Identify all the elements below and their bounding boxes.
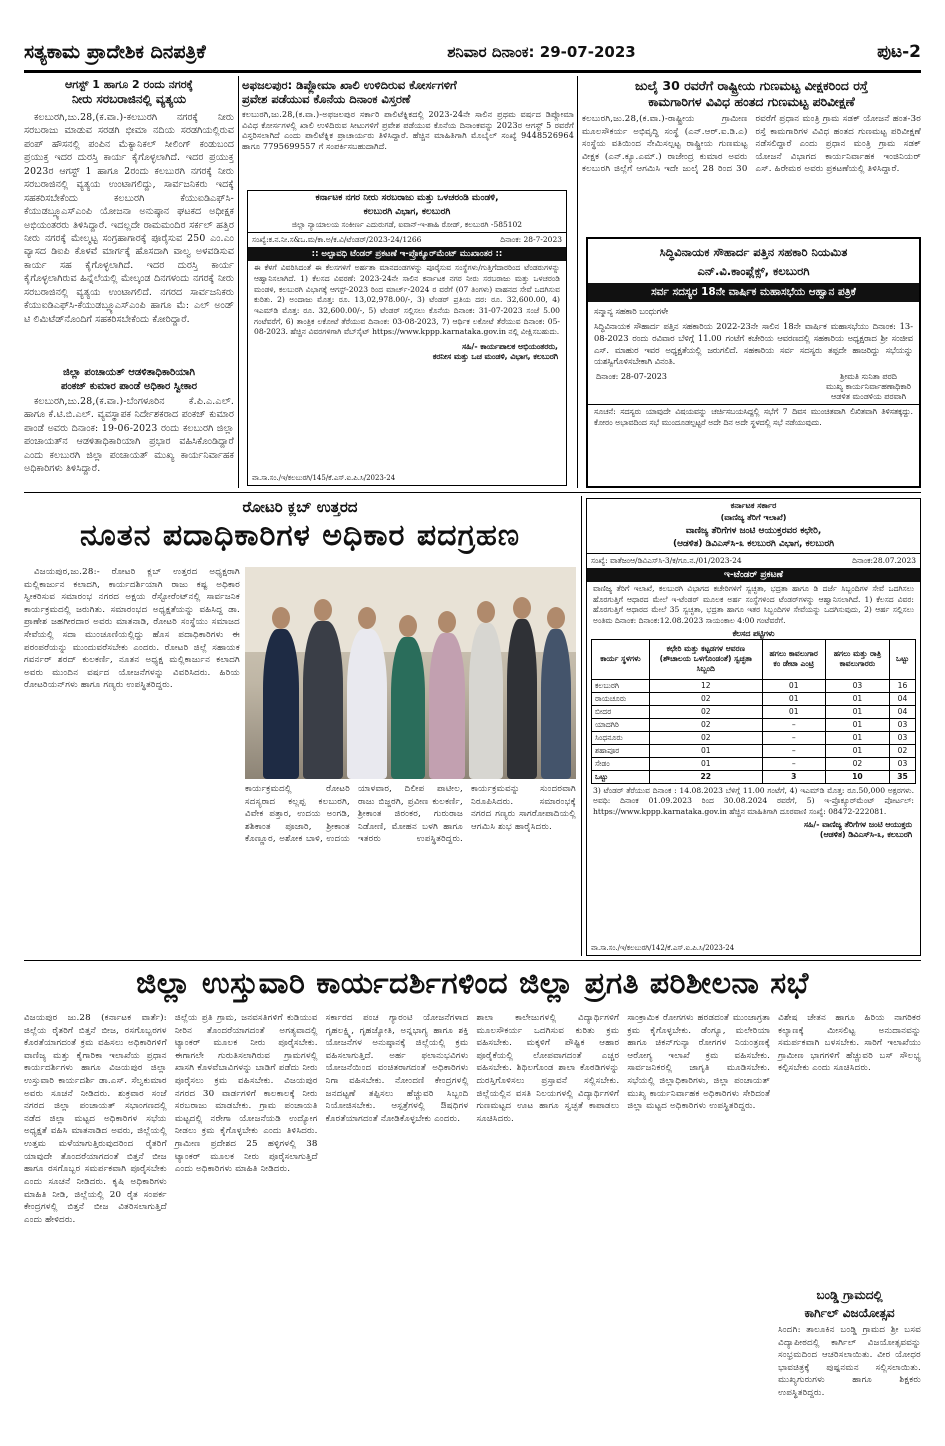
table-cell-location: ಸಿಂಧನೂರು: [592, 731, 650, 744]
notice-footer: ವಾ.ಸಾ.ಸಂ./ಇ/ಕಲಬುರಗಿ/145/ಕೆ.ಎಸ್.ಐ.ಪಿ.ಸಿ/2023-24: [252, 474, 396, 482]
water-article: [24, 78, 234, 325]
table-header: ಒಟ್ಟು: [890, 639, 916, 679]
notice-dept: (ವಾಣಿಜ್ಯ ತೆರಿಗೆ ಇಲಾಖೆ): [720, 513, 787, 523]
article-body: [24, 566, 240, 692]
notice-gov: ಕರ್ನಾಟಕ ಸರ್ಕಾರ: [730, 501, 777, 510]
notice-signature: ಸಹಿ/- ವಾಣಿಜ್ಯ ತೆರಿಗೆಗಳ ಜಂಟಿ ಆಯುಕ್ತರು: [803, 819, 912, 829]
table-cell-location: ರಾಯಚೂರು: [592, 692, 650, 705]
article-headline: ಪಂಕಜ್ ಕುಮಾರ ಪಾಂಡೆ ಅಧಿಕಾರ ಸ್ವೀಕಾರ: [60, 381, 198, 392]
table-row: [592, 731, 916, 744]
article-text: ವಿಜಯಪುರ,ಜು.28:- ರೋಟರಿ ಕ್ಲಬ್ ಉತ್ತರದ ಅಧ್ಯಕ್ಷರಾಗಿ ಮಲ್ಲಿಕಾರ್ಜುನ ಕಲಾದಗಿ, ಕಾರ್ಯದರ್ಶಿಯಾಗಿ ರಾಜು ಕಷ್ಟ ಅಧಿಕಾರ ಸ್ವೀಕರಿಸುವ ಸಮಾರಂಭ ನಗರದ ಅಕ್ಷಯ ರೆಸ್ಟೋರೆಂಟ್‌ನಲ್ಲಿ ಸಾರ್ವಜನಿಕ ಕಾರ್ಯಕ್ರಮದಲ್ಲಿ ಜರುಗಿತು. ಸಮಾರಂಭದ ಅಧ್ಯಕ್ಷತೆಯನ್ನು ವಹಿಸಿದ್ದ ಡಾ. ಪ್ರಾಣೇಶ ಜಹಗೀರದಾರ ಅವರು ಮಾತನಾಡಿ, ರೋಟರಿ ಸಂಸ್ಥೆಯು ಸಮಾಜದ ಸೇವೆಯಲ್ಲಿ ಸದಾ ಮುಂಚೂಣಿಯಲ್ಲಿದ್ದು ಹೊಸ ಪದಾಧಿಕಾರಿಗಳು ಈ ಪರಂಪರೆಯನ್ನು ಮುಂದುವರೆಸಬೇಕು ಎಂದರು. ರೋಟರಿ ಜಿಲ್ಲೆ ಸಹಾಯಕ ಗವರ್ನರ್ ಶರದ್ ಕುಲಕರ್ಣಿ, ನೂತನ ಅಧ್ಯಕ್ಷ ಮಲ್ಲಿಕಾರ್ಜುನ ಕಲಾದಗಿ ಅವರು ಮುಂದಿನ ವರ್ಷದ ಯೋಜನೆಗಳನ್ನು ವಿವರಿಸಿದರು. ಹಿರಿಯ ರೋಟರಿಯನ್‌ಗಳು ಹಾಗೂ ಗಣ್ಯರು ಉಪಸ್ಥಿತರಿದ್ದರು.: [24, 567, 240, 691]
table-cell: 01: [650, 744, 763, 757]
table-header: ಹಗಲು ಕಾವಲುಗಾರ ಕಂ ಡೇಟಾ ಎಂಟ್ರಿ: [762, 639, 825, 679]
article-column: ವಿಶೇಷ ಚೇತನ ಹಾಗೂ ಹಿರಿಯ ನಾಗರಿಕರ ಕಲ್ಯಾಣಕ್ಕೆ ಮೀಸಲಿಟ್ಟ ಅನುದಾನವನ್ನು ಸಮರ್ಪಕವಾಗಿ ಬಳಸಬೇಕು. ಸಾರಿಗೆ ಇಲಾಖೆಯು ಗ್ರಾಮೀಣ ಭಾಗಗಳಿಗೆ ಹೆಚ್ಚುವರಿ ಬಸ್ ಸೌಲಭ್ಯ ಕಲ್ಪಿಸಬೇಕು ಎಂದು ಸೂಚಿಸಿದರು.: [778, 1013, 921, 1074]
notice-note: ಸೂಚನೆ: ಸದಸ್ಯರು ಯಾವುದೇ ವಿಷಯವನ್ನು ಚರ್ಚಿಸಬಯಸಿದ್ದಲ್ಲಿ ಸಭೆಗೆ 7 ದಿವಸ ಮುಂಚಿತವಾಗಿ ಲಿಖಿತವಾಗಿ ತಿಳಿಸತಕ್ಕದ್ದು. ಕೋರಂ ಅಭಾವದಿಂದ ಸಭೆ ಮುಂದೂಡಲ್ಪಟ್ಟರೆ ಅದೇ ದಿನ ಅದೇ ಸ್ಥಳದಲ್ಲಿ ಸಭೆ ನಡೆಯುವುದು.: [588, 404, 919, 431]
table-cell: –: [762, 731, 825, 744]
zp-article: [24, 364, 234, 488]
table-cell-location: ಯಾದಗಿರಿ: [592, 718, 650, 731]
section-divider: [24, 492, 921, 493]
newspaper-name: ಸತ್ಯಕಾಮ ಪ್ರಾದೇಶಿಕ ದಿನಪತ್ರಿಕೆ: [24, 41, 206, 63]
table-cell: 01: [825, 692, 889, 705]
masthead-rule: [24, 70, 921, 73]
kargil-body: ಸಿಂದಗಿ: ತಾಲೂಕಿನ ಬಂಡ್ಡಿ ಗ್ರಾಮದ ಶ್ರೀ ಬಸವ ವಿದ್ಯಾಪೀಠದಲ್ಲಿ ಕಾರ್ಗಿಲ್ ವಿಜಯೋತ್ಸವವನ್ನು ಸಂಭ್ರಮದಿಂದ ಆಚರಿಸಲಾಯಿತು. ವೀರ ಯೋಧರ ಭಾವಚಿತ್ರಕ್ಕೆ ಪುಷ್ಪನಮನ ಸಲ್ಲಿಸಲಾಯಿತು. ಮುಖ್ಯಗುರುಗಳು ಹಾಗೂ ಶಿಕ್ಷಕರು ಉಪಸ್ಥಿತರಿದ್ದರು.: [778, 1325, 921, 1399]
table-cell: 01: [762, 692, 825, 705]
table-header: ಹಗಲು ಮತ್ತು ರಾತ್ರಿ ಕಾವಲುಗಾರರು: [825, 639, 889, 679]
table-cell: 02: [890, 744, 916, 757]
article-headline: ಜಿಲ್ಲಾ ಪಂಚಾಯತ್ ಆಡಳಿತಾಧಿಕಾರಿಯಾಗಿ: [62, 367, 196, 378]
table-cell-location: ಬೀದರ: [592, 705, 650, 718]
table-cell: 22: [650, 770, 763, 783]
table-cell: 02: [825, 757, 889, 770]
table-cell: 02: [650, 705, 763, 718]
table-cell: 02: [650, 731, 763, 744]
table-cell: 02: [650, 718, 763, 731]
notice-date: ದಿನಾಂಕ: 28-07-2023: [596, 371, 667, 381]
kargil-headline: ಕಾರ್ಗಿಲ್ ವಿಜಯೋತ್ಸವ: [804, 1306, 895, 1320]
notice-dept: ವಾಣಿಜ್ಯ ತೆರಿಗೆಗಳ ಜಂಟಿ ಆಯುಕ್ತರವರ ಕಛೇರಿ,: [685, 525, 822, 536]
notice-org: ಕರ್ನಾಟಕ ನಗರ ನೀರು ಸರಬರಾಜು ಮತ್ತು ಒಳಚರಂಡಿ ಮಂಡಳಿ,: [315, 193, 499, 203]
notice-signature: ಮುಖ್ಯ ಕಾರ್ಯನಿರ್ವಾಹಣಾಧಿಕಾರಿ: [826, 381, 911, 391]
notice-body: ಸಿದ್ಧಿವಿನಾಯಕ ಸೌಹಾರ್ದ ಪತ್ತಿನ ಸಹಕಾರಿಯ 2022-23ನೇ ಸಾಲಿನ 18ನೇ ವಾರ್ಷಿಕ ಮಹಾಸಭೆಯು ದಿನಾಂಕ: 13-08-2023 ರಂದು ರವಿವಾರ ಬೆಳಿಗ್ಗೆ 11.00 ಗಂಟೆಗೆ ಕಚೇರಿಯ ಆವರಣದಲ್ಲಿ ಸಹಕಾರಿಯ ಅಧ್ಯಕ್ಷರಾದ ಶ್ರೀ ಸಂಜೀವ ಎಸ್. ಮಾಹುರ ಇವರ ಅಧ್ಯಕ್ಷತೆಯಲ್ಲಿ ಜರುಗಲಿದೆ. ಸಹಕಾರಿಯ ಸರ್ವ ಸದಸ್ಯರು ತಪ್ಪದೇ ಹಾಜರಿದ್ದು ಸಭೆಯನ್ನು ಯಶಸ್ವಿಗೊಳಿಸಬೇಕಾಗಿ ವಿನಂತಿ.: [594, 321, 913, 367]
notice-signature: (ಆಡಳಿತ) ಡಿವಿಎಸ್‌ಸಿ-೩, ಕಲಬುರಗಿ: [819, 829, 912, 839]
article-headline: ಕಾಮಗಾರಿಗಳ ವಿವಿಧ ಹಂತದ ಗುಣಮಟ್ಟ ಪರಿವೀಕ್ಷಣೆ: [648, 93, 855, 109]
notice-greeting: ಸನ್ಮಾನ್ಯ ಸಹಕಾರಿ ಬಂಧುಗಳೇ: [594, 305, 669, 316]
rotary-headline: ನೂತನ ಪದಾಧಿಕಾರಿಗಳ ಅಧಿಕಾರ ಪದಗ್ರಹಣ: [79, 518, 521, 553]
notice-footer: ವಾ.ಸಾ.ಸಂ./ಇ/ಕಲಬುರಗಿ/142/ಕೆ.ಎಸ್.ಐ.ಪಿ.ಸಿ/2023-24: [591, 944, 735, 952]
table-cell: 03: [890, 718, 916, 731]
table-cell: 01: [762, 679, 825, 692]
section-divider: [24, 960, 921, 961]
table-cell: 02: [650, 692, 763, 705]
article-column: ಜಿಲ್ಲೆಯ ಪ್ರತಿ ಗ್ರಾಮ, ಜನವಸತಿಗಳಿಗೆ ಕುಡಿಯುವ ನೀರಿನ ತೊಂದರೆಯಾಗದಂತೆ ಅಗತ್ಯವಾದಲ್ಲಿ ಟ್ಯಾಂಕರ್ ಮೂಲಕ ನೀರು ಪೂರೈಸಬೇಕು. ಈಗಾಗಲೇ ಗುರುತಿಸಲಾಗಿರುವ ಗ್ರಾಮಗಳಲ್ಲಿ ಖಾಸಗಿ ಕೊಳವೆಬಾವಿಗಳನ್ನು ಬಾಡಿಗೆ ಪಡೆದು ನೀರು ಪೂರೈಸಲು ಕ್ರಮ ವಹಿಸಬೇಕು. ವಿಜಯಪುರ ನಗರದ 30 ವಾರ್ಡಗಳಿಗೆ ಕಾಲಕಾಲಕ್ಕೆ ನೀರು ಸರಬರಾಜು ಮಾಡಬೇಕು. ಗ್ರಾಮ ಪಂಚಾಯತಿ ಮಟ್ಟದಲ್ಲಿ ನರೇಗಾ ಯೋಜನೆಯಡಿ ಉದ್ಯೋಗ ನೀಡಲು ಕ್ರಮ ಕೈಗೊಳ್ಳಬೇಕು ಎಂದು ತಿಳಿಸಿದರು. ಗ್ರಾಮೀಣ ಪ್ರದೇಶದ 25 ಹಳ್ಳಿಗಳಲ್ಲಿ 38 ಟ್ಯಾಂಕರ್ ಮೂಲಕ ನೀರು ಪೂರೈಸಲಾಗುತ್ತಿದೆ ಎಂದು ಅಧಿಕಾರಿಗಳು ಮಾಹಿತಿ ನೀಡಿದರು.: [174, 1013, 318, 1175]
table-cell: 03: [825, 679, 889, 692]
page-number: ಪುಟ-2: [877, 42, 921, 62]
notice-date: ದಿನಾಂಕ: 28-7-2023: [500, 235, 562, 245]
table-cell: 35: [890, 770, 916, 783]
notice-intro: ವಾಣಿಜ್ಯ ತೆರಿಗೆ ಇಲಾಖೆ, ಕಲಬುರಗಿ ವಿಭಾಗದ ಕಚೇರಿಗಳಿಗೆ ಸ್ವಚ್ಛತಾ, ಭದ್ರತಾ ಹಾಗೂ ಡಿ ದರ್ಜೆ ಸಿಬ್ಬಂದಿಗಳ ಸೇವೆ ಒದಗಿಸಲು ಹೊರಗುತ್ತಿಗೆ ಆಧಾರದ ಮೇಲೆ ಇ-ಟೆಂಡರ್ ಮೂಲಕ ಅರ್ಹ ಸಂಸ್ಥೆಗಳಿಂದ ಟೆಂಡರ್‌ಗಳನ್ನು ಆಹ್ವಾನಿಸಲಾಗಿದೆ. 1) ಕೆಲಸದ ವಿವರ: ಹೊರಗುತ್ತಿಗೆ ಆಧಾರದ ಮೇಲೆ 35 ಸ್ವಚ್ಛತಾ, ಭದ್ರತಾ ಹಾಗೂ ಇತರ ಸಿಬ್ಬಂದಿಗಳ ಸೇವೆಯನ್ನು ಒದಗಿಸುವುದು, 2) ಆರ್ಹ ಸಲ್ಲಿಸಲು ಅಂತಿಮ ದಿನಾಂಕ: ದಿನಾಂಕ:12.08.2023 ಸಾಯಂಕಾಲ 4:00 ಗಂಟೆವರೆಗೆ.: [593, 584, 914, 626]
table-cell: 16: [890, 679, 916, 692]
column-divider: [238, 76, 239, 488]
rotary-event-photo: [245, 567, 576, 779]
article-column: ಸಾಂಕ್ರಾಮಿಕ ರೋಗಗಳು ಹರಡದಂತೆ ಮುಂಜಾಗ್ರತಾ ಕ್ರಮ ಕೈಗೊಳ್ಳಬೇಕು. ಡೆಂಗ್ಯೂ, ಮಲೇರಿಯಾ ಹಾಗೂ ಚಿಕನ್‌ಗುನ್ಯಾ ರೋಗಗಳ ನಿಯಂತ್ರಣಕ್ಕೆ ಆರೋಗ್ಯ ಇಲಾಖೆ ಕ್ರಮ ವಹಿಸಬೇಕು. ಸಾರ್ವಜನಿಕರಲ್ಲಿ ಜಾಗೃತಿ ಮೂಡಿಸಬೇಕು. ಸಭೆಯಲ್ಲಿ ಜಿಲ್ಲಾಧಿಕಾರಿಗಳು, ಜಿಲ್ಲಾ ಪಂಚಾಯತ್ ಮುಖ್ಯ ಕಾರ್ಯನಿರ್ವಾಹಕ ಅಧಿಕಾರಿಗಳು ಸೇರಿದಂತೆ ಜಿಲ್ಲಾ ಮಟ್ಟದ ಅಧಿಕಾರಿಗಳು ಉಪಸ್ಥಿತರಿದ್ದರು.: [627, 1013, 771, 1112]
notice-ref: ಸಂಖ್ಯೆ:ಕ.ನ.ನೀ.ಸ&ಒ.ಮ/ಕಾ.ಅ/ಕ.ವಿ/ಟೆಂಡರ್/2023-24/1266: [252, 235, 422, 245]
table-cell: 01: [825, 718, 889, 731]
article-body: [24, 395, 234, 476]
notice-signature: ಸಹಿ/- ಕಾರ್ಯಪಾಲಕ ಅಭಿಯಂತರರು,: [462, 341, 558, 351]
table-cell: 04: [890, 705, 916, 718]
table-cell-location: ಶಹಾಪೂರ: [592, 744, 650, 757]
table-cell: –: [762, 718, 825, 731]
article-text: ಕಲಬುರಗಿ,ಜು.28,(ಕ.ವಾ.)-ಬೆಂಗಳೂರಿನ ಕೆ.ಪಿ.ಎ.ಎಲ್. ಹಾಗೂ ಕೆ.ಟಿ.ಬಿ.ಎಲ್. ವ್ಯವಸ್ಥಾಪಕ ನಿರ್ದೇಶಕರಾದ ಪಂಕಜ್ ಕುಮಾರ ಪಾಂಡೆ ಅವರು ದಿನಾಂಕ: 19-06-2023 ರಂದು ಕಲಬುರಗಿ ಜಿಲ್ಲಾ ಪಂಚಾಯತ್‌ನ ಆಡಳಿತಾಧಿಕಾರಿಯಾಗಿ ಪ್ರಭಾರ ವಹಿಸಿಕೊಂಡಿದ್ದಾರೆ ಎಂದು ಕಲಬುರಗಿ ಜಿಲ್ಲಾ ಪಂಚಾಯತ್ ಮುಖ್ಯ ಕಾರ್ಯನಿರ್ವಾಹಕ ಅಧಿಕಾರಿಗಳು ತಿಳಿಸಿದ್ದಾರೆ.: [24, 396, 234, 475]
article-body: ಕಲಬುರಗಿ,ಜು.28,(ಕ.ವಾ.)-ಅಫಜಲಪುರ ಸರ್ಕಾರಿ ಪಾಲಿಟೆಕ್ನಿಕದಲ್ಲಿ 2023-24ನೇ ಸಾಲಿನ ಪ್ರಥಮ ವರ್ಷದ ಡಿಪ್ಲೋಮಾ ವಿವಿಧ ಕೋರ್ಸಗಳಲ್ಲಿ ಖಾಲಿ ಉಳಿದಿರುವ ಸೀಟುಗಳಿಗೆ ಪ್ರವೇಶ ಪಡೆಯುವ ಕೊನೆಯ ದಿನಾಂಕವನ್ನು 2023ರ ಆಗಸ್ಟ್ 5 ರವರೆಗೆ ವಿಸ್ತರಿಸಲಾಗಿದೆ ಎಂದು ಪಾಲಿಟೆಕ್ನಿಕ ಪ್ರಾಚಾರ್ಯರು ತಿಳಿಸಿದ್ದಾರೆ. ಹೆಚ್ಚಿನ ಮಾಹಿತಿಗಾಗಿ ಮೊಬೈಲ್ ಸಂಖ್ಯೆ 9448526964 ಹಾಗೂ 7795699557 ಗೆ ಸಂಪರ್ಕಿಸಬಹುದಾಗಿದೆ.: [242, 109, 574, 152]
table-cell: –: [762, 757, 825, 770]
table-cell-location: ಒಟ್ಟು: [592, 770, 650, 783]
article-body: [24, 111, 234, 327]
table-cell: 03: [890, 757, 916, 770]
notice-signature: ಶ್ರೀಮತಿ ಸುನಿತಾ ಪರದಿ: [840, 371, 897, 381]
article-headline: ನೀರು ಸರಬರಾಜಿನಲ್ಲಿ ವ್ಯತ್ಯಯ: [71, 91, 187, 106]
article-column: ವಿಜಯಪುರ ಜು.28 (ಕರ್ನಾಟಕ ವಾರ್ತೆ): ಜಿಲ್ಲೆಯ ರೈತರಿಗೆ ಬಿತ್ತನೆ ಬೀಜ, ರಸಗೊಬ್ಬರಗಳ ಕೊರತೆಯಾಗದಂತೆ ಕ್ರಮ ವಹಿಸಲು ಅಧಿಕಾರಿಗಳಿಗೆ ವಾಣಿಜ್ಯ ಮತ್ತು ಕೈಗಾರಿಕಾ ಇಲಾಖೆಯ ಪ್ರಧಾನ ಕಾರ್ಯದರ್ಶಿಗಳು ಹಾಗೂ ವಿಜಯಪುರ ಜಿಲ್ಲಾ ಉಸ್ತುವಾರಿ ಕಾರ್ಯದರ್ಶಿ ಡಾ.ಎಸ್. ಸೆಲ್ವಕುಮಾರ ಅವರು ಸೂಚನೆ ನೀಡಿದರು. ಶುಕ್ರವಾರ ಸಂಜೆ ನಗರದ ಜಿಲ್ಲಾ ಪಂಚಾಯತ್ ಸಭಾಂಗಣದಲ್ಲಿ ನಡೆದ ಜಿಲ್ಲಾ ಮಟ್ಟದ ಅಧಿಕಾರಿಗಳ ಸಭೆಯ ಅಧ್ಯಕ್ಷತೆ ವಹಿಸಿ ಮಾತನಾಡಿದ ಅವರು, ಜಿಲ್ಲೆಯಲ್ಲಿ ಉತ್ತಮ ಮಳೆಯಾಗುತ್ತಿರುವುದರಿಂದ ರೈತರಿಗೆ ಯಾವುದೇ ತೊಂದರೆಯಾಗದಂತೆ ಬಿತ್ತನೆ ಬೀಜ ಹಾಗೂ ರಸಗೊಬ್ಬರ ಸಮರ್ಪಕವಾಗಿ ಪೂರೈಸಬೇಕು ಎಂದು ಸೂಚನೆ ನೀಡಿದರು. ಕೃಷಿ ಅಧಿಕಾರಿಗಳು ಮಾಹಿತಿ ನೀಡಿ, ಜಿಲ್ಲೆಯಲ್ಲಿ 20 ರೈತ ಸಂಪರ್ಕ ಕೇಂದ್ರಗಳಲ್ಲಿ ಬಿತ್ತನೆ ಬೀಜ ವಿತರಿಸಲಾಗುತ್ತಿದೆ ಎಂದು ಹೇಳಿದರು.: [24, 1013, 167, 1225]
district-headline: ಜಿಲ್ಲಾ ಉಸ್ತುವಾರಿ ಕಾರ್ಯದರ್ಶಿಗಳಿಂದ ಜಿಲ್ಲಾ ಪ್ರಗತಿ ಪರಿಶೀಲನಾ ಸಭೆ: [136, 966, 809, 1001]
table-row: [592, 679, 916, 692]
table-cell: –: [762, 744, 825, 757]
district-article: [24, 1012, 921, 1436]
article-column: ಶಾಲಾ ಕಾಲೇಜುಗಳಲ್ಲಿ ವಿದ್ಯಾರ್ಥಿಗಳಿಗೆ ಮೂಲಸೌಕರ್ಯ ಒದಗಿಸುವ ಕುರಿತು ಕ್ರಮ ವಹಿಸಬೇಕು. ಮಕ್ಕಳಿಗೆ ಪೌಷ್ಟಿಕ ಆಹಾರ ಪೂರೈಕೆಯಲ್ಲಿ ಲೋಪವಾಗದಂತೆ ಎಚ್ಚರ ವಹಿಸಬೇಕು. ಶಿಥಿಲಗೊಂಡ ಶಾಲಾ ಕೊಠಡಿಗಳನ್ನು ದುರಸ್ತಿಗೊಳಿಸಲು ಪ್ರಸ್ತಾವನೆ ಸಲ್ಲಿಸಬೇಕು. ಜಿಲ್ಲೆಯಲ್ಲಿನ ವಸತಿ ನಿಲಯಗಳಲ್ಲಿ ವಿದ್ಯಾರ್ಥಿಗಳಿಗೆ ಗುಣಮಟ್ಟದ ಊಟ ಹಾಗೂ ಸ್ವಚ್ಛತೆ ಕಾಪಾಡಲು ಸೂಚಿಸಿದರು.: [476, 1013, 620, 1124]
notice-banner: ಇ-ಟೆಂಡರ್ ಪ್ರಕಟಣೆ: [587, 568, 920, 582]
article-body: ಕಾರ್ಯಕ್ರಮದಲ್ಲಿ ರೋಟರಿ ಸದಸ್ಯರಾದ ಕಲ್ಲಪ್ಪ ಕಲಬುರಗಿ, ವಿವೇಕ ಪತ್ತಾರ, ಉದಯ ಅಂಗಡಿ, ಶಶಿಕಾಂತ ಪೂಜಾರಿ, ಶ್ರೀಕಾಂತ ಕೊಣ್ಣೂರ, ಅಶೋಕ ಬಾಳಿ, ಉದಯ ಯಾಳವಾರ, ದಿಲೀಪ ಪಾಟೀಲ, ರಾಜು ಬಿಜ್ಜರಗಿ, ಪ್ರವೀಣ ಕುಲಕರ್ಣಿ, ಶ್ರೀಕಾಂತ ಜಿರಂಕರ, ಗುರುರಾಜ ನಿಡೋಣಿ, ಮೋಹನ ಬಳಗಿ ಹಾಗೂ ಇತರರು ಉಪಸ್ಥಿತರಿದ್ದರು. ಕಾರ್ಯಕ್ರಮವನ್ನು ಸುಂದರವಾಗಿ ನಿರೂಪಿಸಿದರು. ಸಮಾರಂಭಕ್ಕೆ ನಗರದ ಗಣ್ಯರು ಸಾಗರೋಪಾದಿಯಲ್ಲಿ ಆಗಮಿಸಿ ಶುಭ ಹಾರೈಸಿದರು.: [245, 784, 576, 845]
rotary-body-left: [24, 566, 240, 954]
rotary-body-right: [245, 783, 576, 955]
notice-date: ದಿನಾಂಕ:28.07.2023: [852, 556, 916, 566]
staff-table: [591, 639, 916, 784]
notice-org: ಕಲಬುರಗಿ ವಿಭಾಗ, ಕಲಬುರಗಿ: [363, 206, 451, 217]
masthead: [24, 36, 921, 68]
article-headline: ಅಫಜಲಪುರ: ಡಿಪ್ಲೋಮಾ ಖಾಲಿ ಉಳಿದಿರುವ ಕೋರ್ಸಗಳಿಗೆ: [242, 78, 457, 92]
article-column: ಸರ್ಕಾರದ ಪಂಚ ಗ್ಯಾರಂಟಿ ಯೋಜನೆಗಳಾದ ಗೃಹಲಕ್ಷ್ಮಿ, ಗೃಹಜ್ಯೋತಿ, ಅನ್ನಭಾಗ್ಯ ಹಾಗೂ ಶಕ್ತಿ ಯೋಜನೆಗಳ ಅನುಷ್ಠಾನಕ್ಕೆ ಜಿಲ್ಲೆಯಲ್ಲಿ ಕ್ರಮ ವಹಿಸಲಾಗುತ್ತಿದೆ. ಅರ್ಹ ಫಲಾನುಭವಿಗಳು ಯೋಜನೆಯಿಂದ ವಂಚಿತರಾಗದಂತೆ ಅಧಿಕಾರಿಗಳು ನಿಗಾ ವಹಿಸಬೇಕು. ನೋಂದಣಿ ಕೇಂದ್ರಗಳಲ್ಲಿ ಜನದಟ್ಟಣೆ ತಪ್ಪಿಸಲು ಹೆಚ್ಚುವರಿ ಸಿಬ್ಬಂದಿ ನಿಯೋಜಿಸಬೇಕು. ಆಸ್ಪತ್ರೆಗಳಲ್ಲಿ ಔಷಧಿಗಳ ಕೊರತೆಯಾಗದಂತೆ ನೋಡಿಕೊಳ್ಳಬೇಕು ಎಂದರು.: [325, 1013, 469, 1124]
table-header: ಕಛೇರಿ ಮತ್ತು ಕಟ್ಟಡಗಳ ಆವರಣ (ಶೌಚಾಲಯ ಒಳಗೊಂಡಂತೆ) ಸ್ವಚ್ಛತಾ ಸಿಬ್ಬಂದಿ: [650, 639, 763, 679]
table-row: [592, 744, 916, 757]
highway-article: [582, 78, 921, 228]
table-cell: 3: [762, 770, 825, 783]
table-row: [592, 770, 916, 783]
table-cell: 01: [650, 757, 763, 770]
article-headline: ಜುಲೈ 30 ರವರೆಗೆ ರಾಷ್ಟ್ರೀಯ ಗುಣಮಟ್ಟ ವೀಕ್ಷಕರಿಂದ ರಸ್ತೆ: [634, 78, 869, 93]
column-divider: [577, 76, 578, 488]
water-tender-notice: [247, 190, 567, 486]
table-header: ಕಾರ್ಯ ಸ್ಥಳಗಳು: [592, 639, 650, 679]
table-cell-location: ಕಲಬುರಗಿ: [592, 679, 650, 692]
notice-banner: ಸರ್ವ ಸದಸ್ಯರ 18ನೇ ವಾರ್ಷಿಕ ಮಹಾಸಭೆಯ ಆಹ್ವಾನ ಪತ್ರಿಕೆ: [588, 283, 919, 302]
table-cell: 04: [890, 692, 916, 705]
article-headline: ಪ್ರವೇಶ ಪಡೆಯುವ ಕೊನೆಯ ದಿನಾಂಕ ವಿಸ್ತರಣೆ: [242, 92, 411, 107]
issue-date: ಶನಿವಾರ ದಿನಾಂಕ: 29-07-2023: [447, 43, 636, 61]
notice-address: ಜಿಲ್ಲಾ ನ್ಯಾಯಾಲಯ ಸಂಕೀರ್ಣ ಎದುರುಗಡೆ, ಐವಾನ್-ಇ-ಶಾಹಿ ರೋಡ್, ಕಲಬುರಗಿ -585102: [291, 220, 523, 230]
notice-signature: ಕರನೀಸ ಮತ್ತು ಒಚ ಮಂಡಳಿ, ವಿಭಾಗ, ಕಲಬುರಗಿ: [432, 351, 558, 361]
table-caption: ಕೆಲಸದ ಪಟ್ಟಿಗಳು: [732, 628, 775, 638]
rotary-kicker: ರೋಟರಿ ಕ್ಲಬ್ ಉತ್ತರದ: [242, 498, 358, 516]
commerce-tender-notice: [586, 498, 921, 956]
table-cell-location: ಸೇಡಂ: [592, 757, 650, 770]
notice-title: ಸಿದ್ಧಿವಿನಾಯಕ ಸೌಹಾರ್ದ ಪತ್ತಿನ ಸಹಕಾರಿ ನಿಯಮಿತ: [659, 245, 848, 259]
column-divider: [581, 496, 582, 956]
table-cell: 12: [650, 679, 763, 692]
table-row: [592, 757, 916, 770]
article-text: ಕಲಬುರಗಿ,ಜು.28,(ಕ.ವಾ.)-ಕಲಬುರಗಿ ನಗರಕ್ಕೆ ನೀರು ಸರಬರಾಜು ಮಾಡುವ ಸರಡಗಿ ಭೀಮಾ ನದಿಯ ಸರಡಗಿಯಲ್ಲಿರುವ ಪಂಪ್ ಹೌಸನಲ್ಲಿ ಪಂಪಿನ ಮೆಕ್ಯಾನಿಕಲ್ ಸೀಲಿಂಗ್ ಕಂಡುಬಂದ ಪ್ರಯುಕ್ತ ಇದರ ದುರಸ್ತಿ ಕಾರ್ಯ ಕೈಗೊಳ್ಳಲಾಗಿದೆ. ಇದರ ಪ್ರಯುಕ್ತ 2023ರ ಆಗಸ್ಟ್ 1 ಹಾಗೂ 2ರಂದು ಕಲಬುರಗಿ ನಗರಕ್ಕೆ ನೀರು ಸರಬರಾಜಿನಲ್ಲಿ ವ್ಯತ್ಯಯ ಉಂಟಾಗಲಿದ್ದು, ಸಾರ್ವಜನಿಕರು ಇದಕ್ಕೆ ಸಹಕರಿಸಬೇಕೆಂದು ಕಲಬುರಗಿ ಕೆಯುಐಡಿಎಫ್‌ಸಿ-ಕೆಯುಡಬ್ಲ್ಯೂಎಸ್‌ಎಂಪಿ ಯೋಜನಾ ಅನುಷ್ಠಾನ ಘಟಕದ ಅಧೀಕ್ಷಕ ಅಭಿಯಂತರರು ತಿಳಿಸಿದ್ದಾರೆ. ಇದಲ್ಲದೇ ರಾಮಮಂದಿರ ಸರ್ಕಲ್ ಹತ್ತಿರ ನೀರು ನಗರಕ್ಕೆ ಮೇಲ್ಮಟ್ಟ ಸಂಗ್ರಹಾಗಾರಕ್ಕೆ ಪೂರೈಸುವ 250 ಎಂ.ಎಂ ವ್ಯಾಸದ ಡಿಐಪಿ ಕೊಳವೆ ಮಾರ್ಗಕ್ಕೆ ಹೊಸದಾಗಿ ವಾಲ್ವ ಅಳವಡಿಸುವ ಕಾರ್ಯ ಸಹ ಕೈಗೊಳ್ಳಲಾಗಿದೆ. ಇದರ ದುರಸ್ತಿ ಕಾರ್ಯ ಕೈಗೊಳ್ಳಲಾಗಿರುವ ಹಿನ್ನೆಲೆಯಲ್ಲಿ ಮೇಲ್ಕಂಡ ದಿನಗಳಂದು ನಗರಕ್ಕೆ ನೀರು ಸರಬರಾಜಿನಲ್ಲಿ ವ್ಯತ್ಯಯ ಉಂಟಾಗಲಿದೆ. ನಗರದ ಸಾರ್ವಜನಿಕರು ಕೆಯುಐಡಿಎಫ್‌ಸಿ-ಕೆಯುಡಬ್ಲ್ಯೂಎಸ್‌ಎಂಪಿ ಹಾಗೂ ಮೆ: ಎಲ್ ಅಂಡ್ ಟಿ ಲಿಮಿಟೆಡ್‌ನೊಂದಿಗೆ ಸಹಕರಿಸಬೇಕೆಂದು ಕೋರಿದ್ದಾರೆ.: [24, 111, 234, 325]
kargil-headline: ಬಂಡ್ಡಿ ಗ್ರಾಮದಲ್ಲಿ: [816, 1288, 883, 1302]
table-cell: 01: [825, 705, 889, 718]
table-row: [592, 718, 916, 731]
table-cell: 01: [825, 731, 889, 744]
notice-banner: :: ಅಲ್ಪಾವಧಿ ಟೆಂಡರ್ ಪ್ರಕಟಣೆ ಇ-ಪ್ರೊಕ್ಯೂರ್‌ಮೆಂಟ್ ಮುಖಾಂತರ ::: [248, 247, 566, 261]
notice-signature: ಆಡಳಿತ ಮಂಡಳಿಯ ಪರವಾಗಿ: [831, 391, 906, 401]
notice-body: ಈ ಕೆಳಗೆ ವಿವರಿಸಿದಂತೆ ಈ ಕೆಲಸಗಳಿಗೆ ಅರ್ಹತಾ ಮಾನದಂಡಗಳನ್ನು ಪೂರೈಸುವ ಸಂಸ್ಥೆಗಳು/ಗುತ್ತಿಗೆದಾರರಿಂದ ಟೆಂಡರುಗಳನ್ನು ಆಹ್ವಾನಿಸಲಾಗಿದೆ. 1) ಕೆಲಸದ ವಿವರಣೆ: 2023-24ನೇ ಸಾಲಿನ ಕರ್ನಾಟಕ ನಗರ ನೀರು ಸರಬರಾಜು ಮತ್ತು ಒಳಚರಂಡಿ ಮಂಡಳಿ, ಕಲಬುರಗಿ ವಿಭಾಗಕ್ಕೆ ಆಗಸ್ಟ್-2023 ರಿಂದ ಮಾರ್ಚ್-2024 ರ ವರೆಗೆ (07 ತಿಂಗಳು) ವಾಹನದ ಸೇವೆ ಒದಗಿಸುವ ಕುರಿತು. 2) ಅಂದಾಜು ಮೊತ್ತ: ರೂ. 13,02,978.00/-, 3) ಟೆಂಡರ್ ಪ್ರತಿಯ ದರ: ರೂ. 32,600.00, 4) ಇಎಮ್‌ಡಿ ಮೊತ್ತ: ರೂ. 32,600.00/-, 5) ಟೆಂಡರ್ ಸಲ್ಲಿಸಲು ಕೊನೆಯ ದಿನಾಂಕ: 31-07-2023 ಸಂಜೆ 5.00 ಗಂಟೆವರೆಗೆ, 6) ತಾಂತ್ರಿಕ ಲಕೋಟೆ ತೆರೆಯುವ ದಿನಾಂಕ: 03-08-2023, 7) ಆರ್ಥಿಕ ಲಕೋಟೆ ತೆರೆಯುವ ದಿನಾಂಕ: 05-08-2023. ಹೆಚ್ಚಿನ ವಿವರಗಳಿಗಾಗಿ ವೆಬ್‌ಸೈಟ್ https://www.kppp.karnataka.gov.in ನಲ್ಲಿ ವೀಕ್ಷಿಸಬಹುದು.: [254, 263, 560, 337]
article-body: ಕಲಬುರಗಿ,ಜು.28,(ಕ.ವಾ.)-ರಾಷ್ಟ್ರೀಯ ಗ್ರಾಮೀಣ ಮೂಲಸೌಕರ್ಯ ಅಭಿವೃದ್ಧಿ ಸಂಸ್ಥೆ (ಎನ್.ಆರ್.ಐ.ಡಿ.ಎ) ಸಂಸ್ಥೆಯ ವತಿಯಿಂದ ನೇಮಿಸಲ್ಪಟ್ಟ ರಾಷ್ಟ್ರೀಯ ಗುಣಮಟ್ಟ ವೀಕ್ಷಕ (ಎನ್.ಕ್ಯೂ.ಎಮ್.) ರಾಜೇಂದ್ರ ಕುಮಾರ ಅವರು ಕಲಬುರಗಿ ಜಿಲ್ಲೆಗೆ ಆಗಮಿಸಿ ಇದೇ ಜುಲೈ 28 ರಿಂದ 30 ರವರೆಗೆ ಪ್ರಧಾನ ಮಂತ್ರಿ ಗ್ರಾಮ ಸಡಕ್ ಯೋಜನೆ ಹಂತ-3ರ ರಸ್ತೆ ಕಾಮಗಾರಿಗಳ ವಿವಿಧ ಹಂತದ ಗುಣಮಟ್ಟ ಪರಿವೀಕ್ಷಣೆ ನಡೆಸಲಿದ್ದಾರೆ ಎಂದು ಪ್ರಧಾನ ಮಂತ್ರಿ ಗ್ರಾಮ ಸಡಕ್ ಯೋಜನೆ ವಿಭಾಗದ ಕಾರ್ಯನಿರ್ವಾಹಕ ಇಂಜಿನಿಯರ್ ಎಸ್. ಹಿರೇಮಠ ಅವರು ಪ್ರಕಟಣೆಯಲ್ಲಿ ತಿಳಿಸಿದ್ದಾರೆ.: [582, 114, 921, 175]
notice-title: ಎನ್.ವಿ.ಕಾಂಪ್ಲೆಕ್ಸ್, ಕಲಬುರಗಿ: [697, 263, 810, 278]
bank-agm-notice: [586, 237, 921, 488]
notice-dept: (ಆಡಳಿತ) ಡಿವಿಎಸ್‌ಸಿ-೩ ಕಲಬುರಗಿ ವಿಭಾಗ, ಕಲಬುರಗಿ: [672, 539, 835, 550]
notice-ref: ಸಂಖ್ಯೆ: ವಾತೆಜಂಆ/ಡಿವಿಎಸ್‌ಸಿ-3/ಕ/ಗೂ.ನ./01/2023-24: [591, 556, 742, 566]
table-cell: 10: [825, 770, 889, 783]
diploma-article: [242, 78, 574, 188]
table-cell: 01: [762, 705, 825, 718]
table-row: [592, 692, 916, 705]
table-cell: 01: [825, 744, 889, 757]
notice-details: 3) ಟೆಂಡರ್ ತೆರೆಯುವ ದಿನಾಂಕ : 14.08.2023 ಬೆಳಿಗ್ಗೆ 11.00 ಗಂಟೆಗೆ, 4) ಇಎಮ್‌ಡಿ ಮೊತ್ತ: ರೂ.50,000 ಅಕ್ಷರಗಳು. ಅವಧಿ: ದಿನಾಂಕ 01.09.2023 ರಿಂದ 30.08.2024 ರವರೆಗೆ, 5) ಇ-ಪ್ರೊಕ್ಯೂರ್‌ಮೆಂಟ್ ಪೋರ್ಟಲ್: https://www.kppp.karnataka.gov.in ಹೆಚ್ಚಿನ ಮಾಹಿತಿಗಾಗಿ ದೂರವಾಣಿ ಸಂಖ್ಯೆ: 08472-222081.: [593, 785, 914, 816]
article-headline: ಆಗಸ್ಟ್ 1 ಹಾಗೂ 2 ರಂದು ನಗರಕ್ಕೆ: [65, 78, 193, 91]
table-row: [592, 705, 916, 718]
table-cell: 03: [890, 731, 916, 744]
